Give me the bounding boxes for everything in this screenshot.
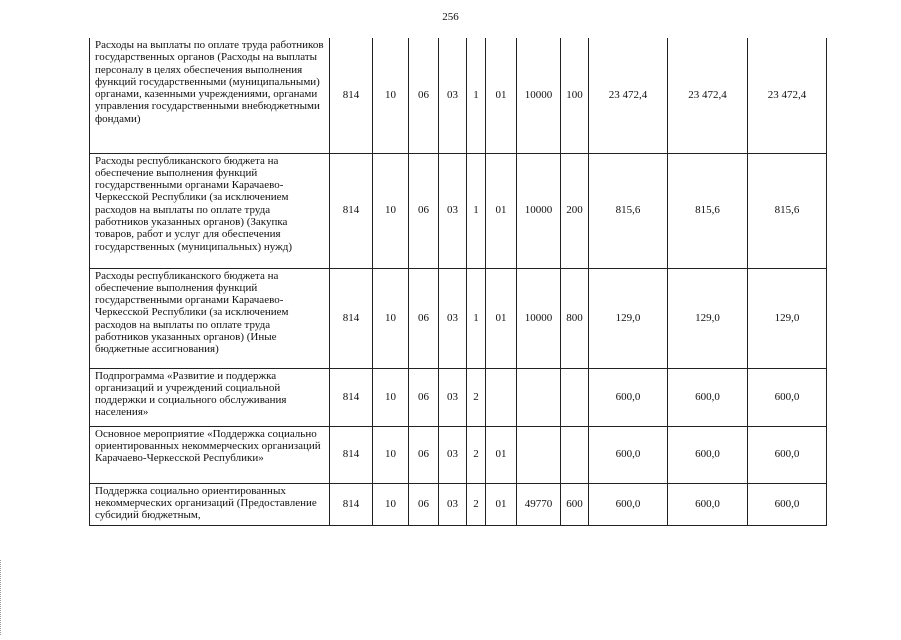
event-code: 01 [486,483,517,525]
amount-year-3: 129,0 [748,268,827,368]
section-code: 10 [373,368,409,426]
row-description: Расходы республиканского бюджета на обеспечение выполнения функций государственными органами Карачаево-Черкесской Республики (за исключением расходов на выплаты по оплате труда работников указанных органов) (Иные бюджетные ассигнования) [90,268,330,368]
subprogram-code: 2 [467,368,486,426]
amount-year-2: 600,0 [668,368,748,426]
amount-year-2: 600,0 [668,426,748,483]
row-description: Подпрограмма «Развитие и поддержка организаций и учреждений социальной поддержки и социального обслуживания населения» [90,368,330,426]
direction-code [517,426,561,483]
ministry-code: 814 [330,38,373,153]
amount-year-3: 600,0 [748,368,827,426]
scan-margin-marks [0,560,4,635]
section-code: 10 [373,38,409,153]
row-description: Поддержка социально ориентированных некоммерческих организаций (Предоставление субсидий бюджетным, [90,483,330,525]
subsection-code: 06 [409,268,439,368]
subprogram-code: 1 [467,38,486,153]
amount-year-1: 815,6 [589,153,668,268]
program-code: 03 [439,268,467,368]
subprogram-code: 1 [467,153,486,268]
expense-type-code: 200 [561,153,589,268]
amount-year-3: 815,6 [748,153,827,268]
amount-year-2: 129,0 [668,268,748,368]
event-code: 01 [486,426,517,483]
amount-year-1: 129,0 [589,268,668,368]
amount-year-2: 23 472,4 [668,38,748,153]
amount-year-3: 600,0 [748,483,827,525]
section-code: 10 [373,153,409,268]
program-code: 03 [439,38,467,153]
subsection-code: 06 [409,368,439,426]
page-number: 256 [442,11,459,23]
table-row [90,426,827,483]
section-code: 10 [373,426,409,483]
budget-table [89,38,827,526]
ministry-code: 814 [330,426,373,483]
amount-year-2: 815,6 [668,153,748,268]
program-code: 03 [439,483,467,525]
event-code: 01 [486,38,517,153]
expense-type-code: 100 [561,38,589,153]
ministry-code: 814 [330,153,373,268]
event-code: 01 [486,268,517,368]
table-row [90,153,827,268]
subsection-code: 06 [409,426,439,483]
row-description: Расходы на выплаты по оплате труда работников государственных органов (Расходы на выплаты персоналу в целях обеспечения выполнения функций государственными (муниципальными) органами, казенными учреждениями, органами управления государственными внебюджетными фондами) [90,38,330,153]
amount-year-2: 600,0 [668,483,748,525]
subsection-code: 06 [409,483,439,525]
amount-year-1: 600,0 [589,483,668,525]
subprogram-code: 1 [467,268,486,368]
row-description: Основное мероприятие «Поддержка социально ориентированных некоммерческих организаций Карачаево-Черкесской Республики» [90,426,330,483]
direction-code: 49770 [517,483,561,525]
table-row [90,268,827,368]
amount-year-1: 600,0 [589,368,668,426]
direction-code [517,368,561,426]
direction-code: 10000 [517,268,561,368]
direction-code: 10000 [517,38,561,153]
event-code [486,368,517,426]
subprogram-code: 2 [467,426,486,483]
program-code: 03 [439,426,467,483]
ministry-code: 814 [330,368,373,426]
subprogram-code: 2 [467,483,486,525]
ministry-code: 814 [330,268,373,368]
amount-year-3: 23 472,4 [748,38,827,153]
expense-type-code [561,368,589,426]
expense-type-code [561,426,589,483]
program-code: 03 [439,368,467,426]
amount-year-3: 600,0 [748,426,827,483]
subsection-code: 06 [409,153,439,268]
table-row [90,38,827,153]
amount-year-1: 23 472,4 [589,38,668,153]
amount-year-1: 600,0 [589,426,668,483]
ministry-code: 814 [330,483,373,525]
expense-type-code: 600 [561,483,589,525]
expense-type-code: 800 [561,268,589,368]
row-description: Расходы республиканского бюджета на обеспечение выполнения функций государственными органами Карачаево-Черкесской Республики (за исключением расходов на выплаты по оплате труда работников указанных органов) (Закупка товаров, работ и услуг для обеспечения государственных (муниципальных) нужд) [90,153,330,268]
table-row [90,368,827,426]
subsection-code: 06 [409,38,439,153]
section-code: 10 [373,268,409,368]
section-code: 10 [373,483,409,525]
event-code: 01 [486,153,517,268]
table-row [90,483,827,525]
program-code: 03 [439,153,467,268]
budget-table-body [90,38,827,525]
direction-code: 10000 [517,153,561,268]
